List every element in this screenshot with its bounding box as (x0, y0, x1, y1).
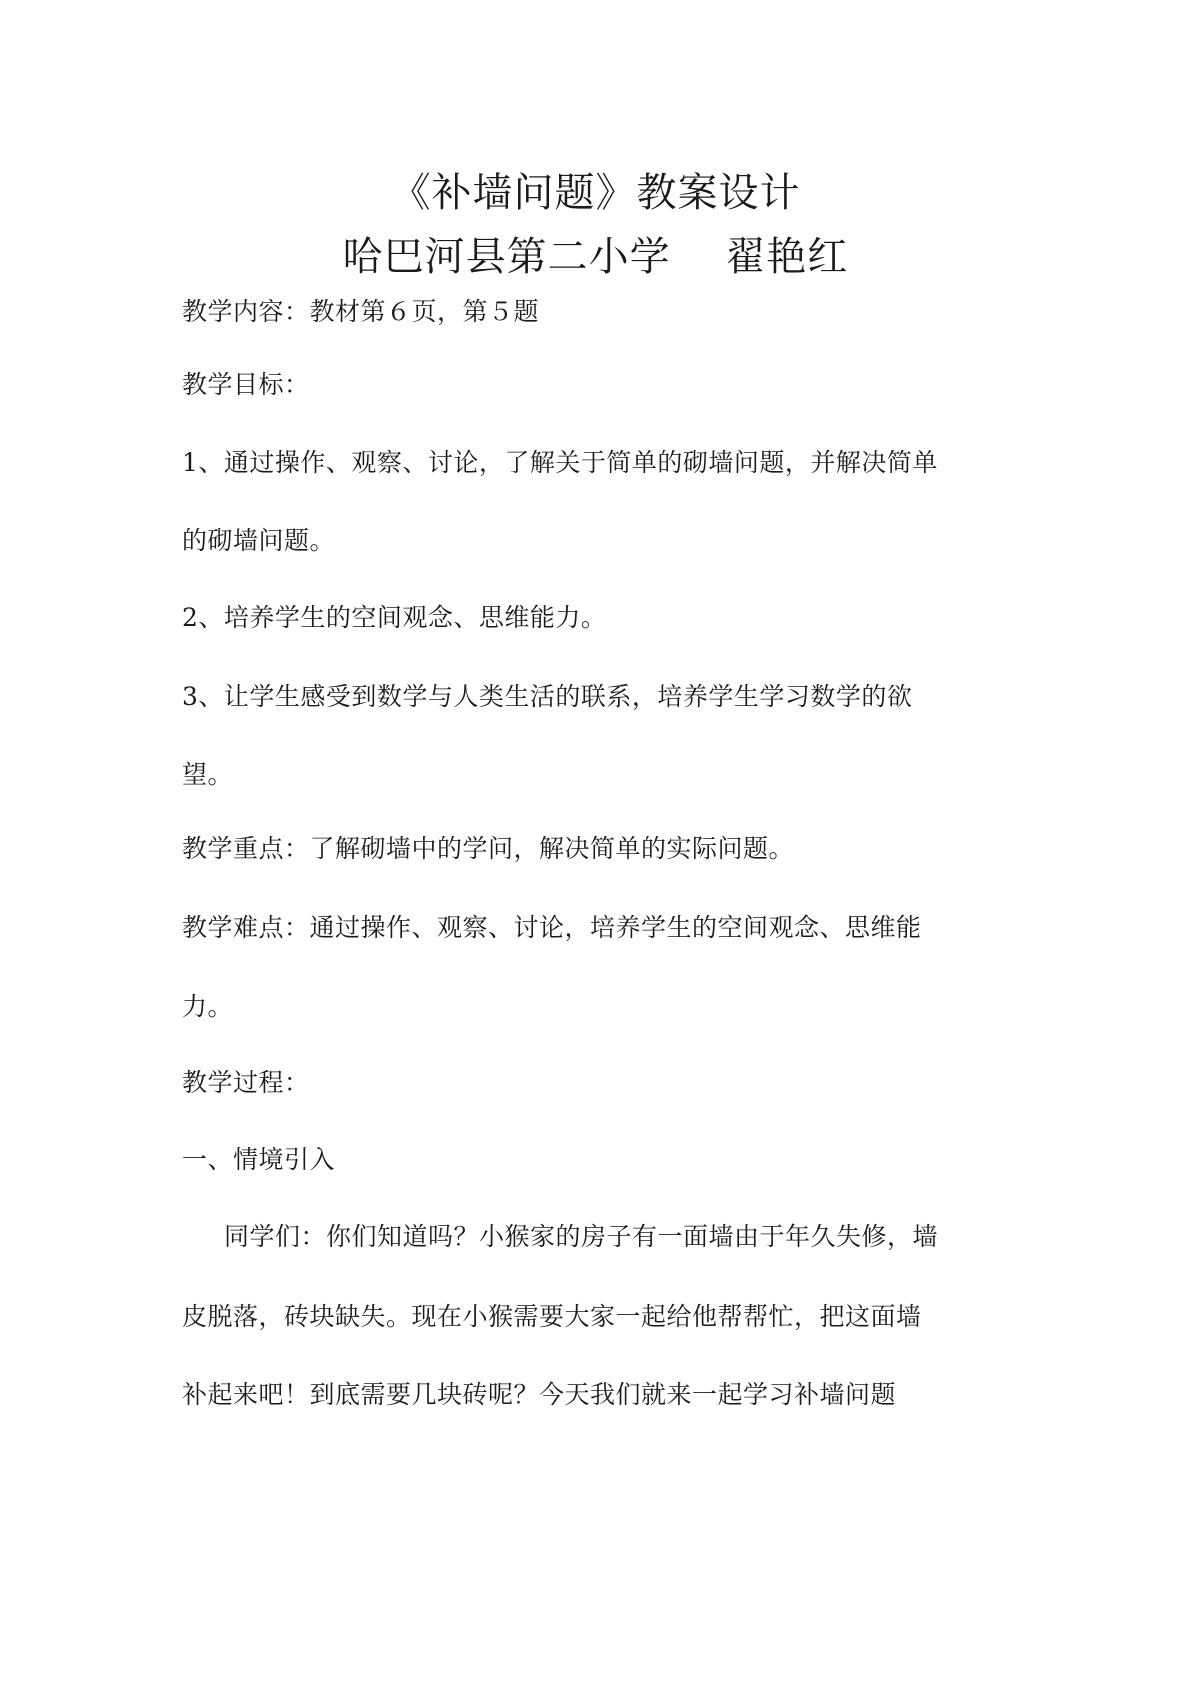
goal-3-line-1: 3、让学生感受到数学与人类生活的联系，培养学生学习数学的欲 (182, 682, 913, 711)
section-1-heading: 一、情境引入 (182, 1145, 336, 1174)
goal-1-line-1: 1、通过操作、观察、讨论，了解关于简单的砌墙问题，并解决简单 (182, 448, 938, 477)
teaching-content: 教学内容：教材第６页，第５题 (182, 297, 540, 326)
goal-1-line-2: 的砌墙问题。 (182, 526, 336, 555)
intro-paragraph-line-3: 补起来吧！到底需要几块砖呢？今天我们就来一起学习补墙问题 (182, 1380, 897, 1409)
goal-3-line-2: 望。 (182, 760, 234, 789)
author-line: 哈巴河县第二小学 翟艳红 (342, 234, 849, 280)
goal-2: 2、培养学生的空间观念、思维能力。 (182, 603, 607, 632)
teaching-process-heading: 教学过程： (182, 1068, 310, 1097)
teaching-difficulty-line-2: 力。 (182, 992, 234, 1021)
intro-paragraph-line-1: 同学们：你们知道吗？小猴家的房子有一面墙由于年久失修，墙 (224, 1222, 939, 1251)
intro-paragraph-line-2: 皮脱落，砖块缺失。现在小猴需要大家一起给他帮帮忙，把这面墙 (182, 1302, 922, 1331)
teaching-difficulty-line-1: 教学难点：通过操作、观察、讨论，培养学生的空间观念、思维能 (182, 913, 922, 942)
teaching-goals-heading: 教学目标： (182, 370, 310, 399)
teaching-focus: 教学重点：了解砌墙中的学问，解决简单的实际问题。 (182, 834, 795, 863)
document-title: 《补墙问题》教案设计 (390, 170, 801, 216)
